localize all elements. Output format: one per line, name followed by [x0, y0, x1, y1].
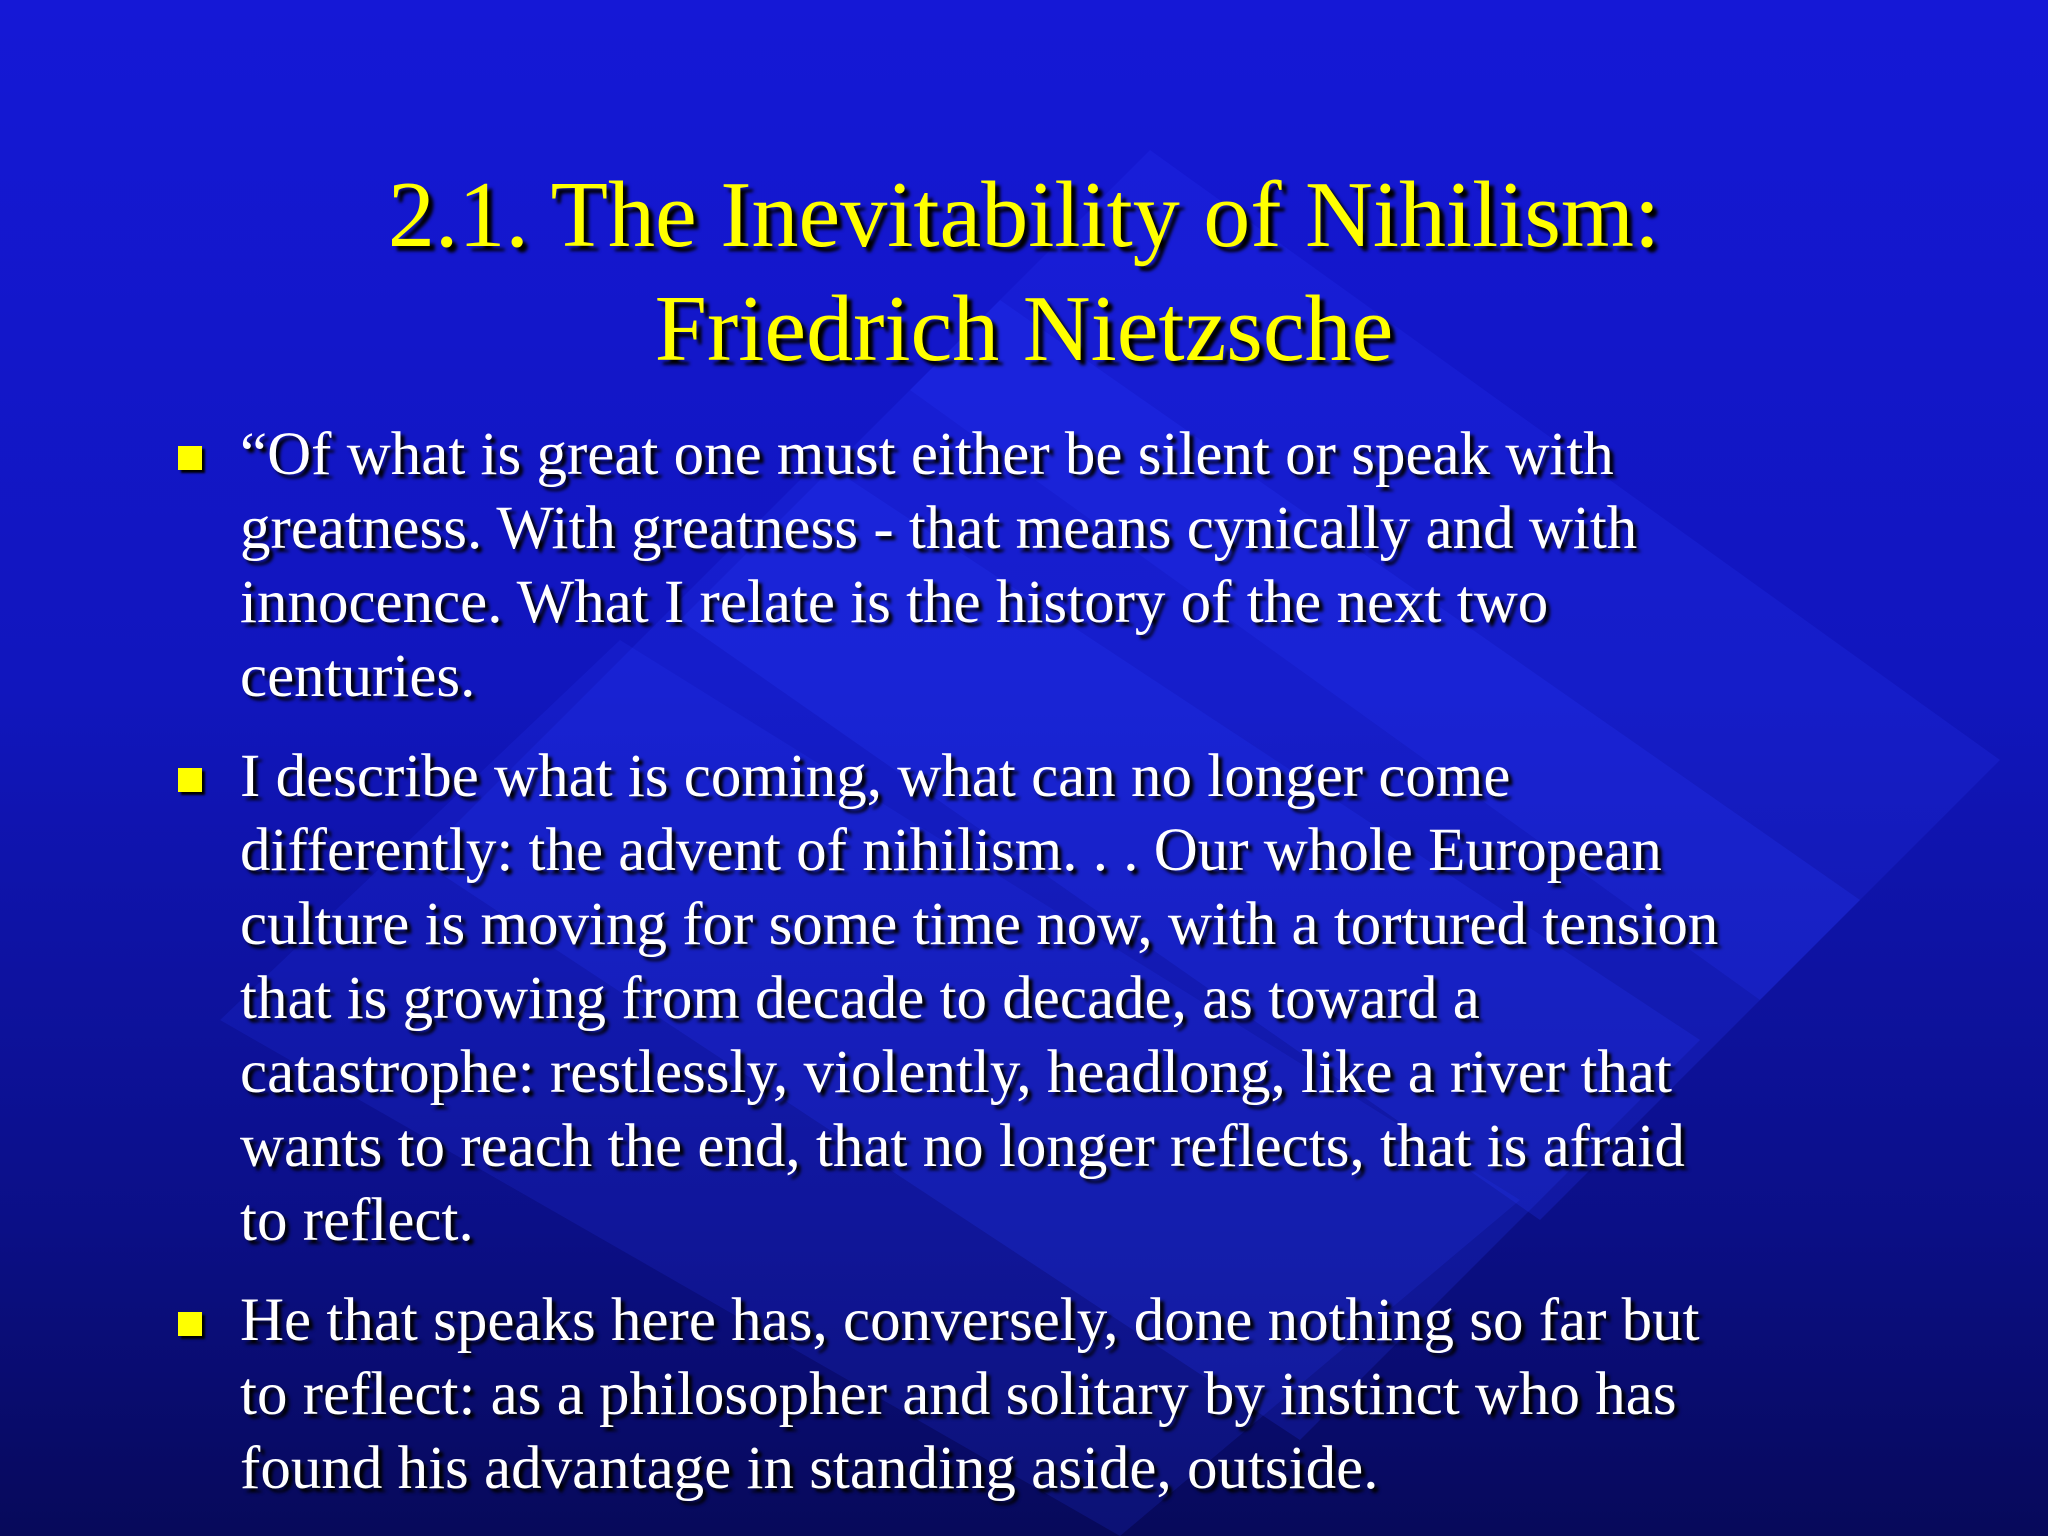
bullet-item-2 [176, 740, 1916, 1258]
bullet-item-3 [176, 1284, 1916, 1506]
slide-title-line-2: Friedrich Nietzsche [654, 277, 1394, 381]
bullet-3-line-3: found his advantage in standing aside, outside. [240, 1435, 1379, 1502]
bullet-2-line-1: I describe what is coming, what can no longer come [240, 743, 1511, 810]
bullet-3-line-1: He that speaks here has, conversely, done nothing so far but [240, 1287, 1700, 1354]
bullet-1-line-4: centuries. [240, 643, 476, 710]
square-bullet-icon [178, 1312, 202, 1336]
bullet-2-line-5: catastrophe: restlessly, violently, headlong, like a river that [240, 1039, 1672, 1106]
slide-title-line-1: 2.1. The Inevitability of Nihilism: [387, 163, 1661, 267]
square-bullet-icon [178, 446, 202, 470]
bullet-3-line-2: to reflect: as a philosopher and solitary by instinct who has [240, 1361, 1677, 1428]
bullet-2-line-4: that is growing from decade to decade, as toward a [240, 965, 1480, 1032]
bullet-2-line-6: wants to reach the end, that no longer reflects, that is afraid [240, 1113, 1685, 1180]
slide-title [0, 158, 2048, 386]
bullet-1-line-3: innocence. What I relate is the history of the next two [240, 569, 1549, 636]
bullet-list [176, 418, 1916, 1532]
square-bullet-icon [178, 768, 202, 792]
bullet-2-line-3: culture is moving for some time now, with a tortured tension [240, 891, 1719, 958]
bullet-1-line-1: “Of what is great one must either be silent or speak with [240, 421, 1614, 488]
bullet-2-line-7: to reflect. [240, 1187, 474, 1254]
bullet-2-line-2: differently: the advent of nihilism. . . Our whole European [240, 817, 1662, 884]
bullet-1-line-2: greatness. With greatness - that means cynically and with [240, 495, 1638, 562]
bullet-item-1 [176, 418, 1916, 714]
